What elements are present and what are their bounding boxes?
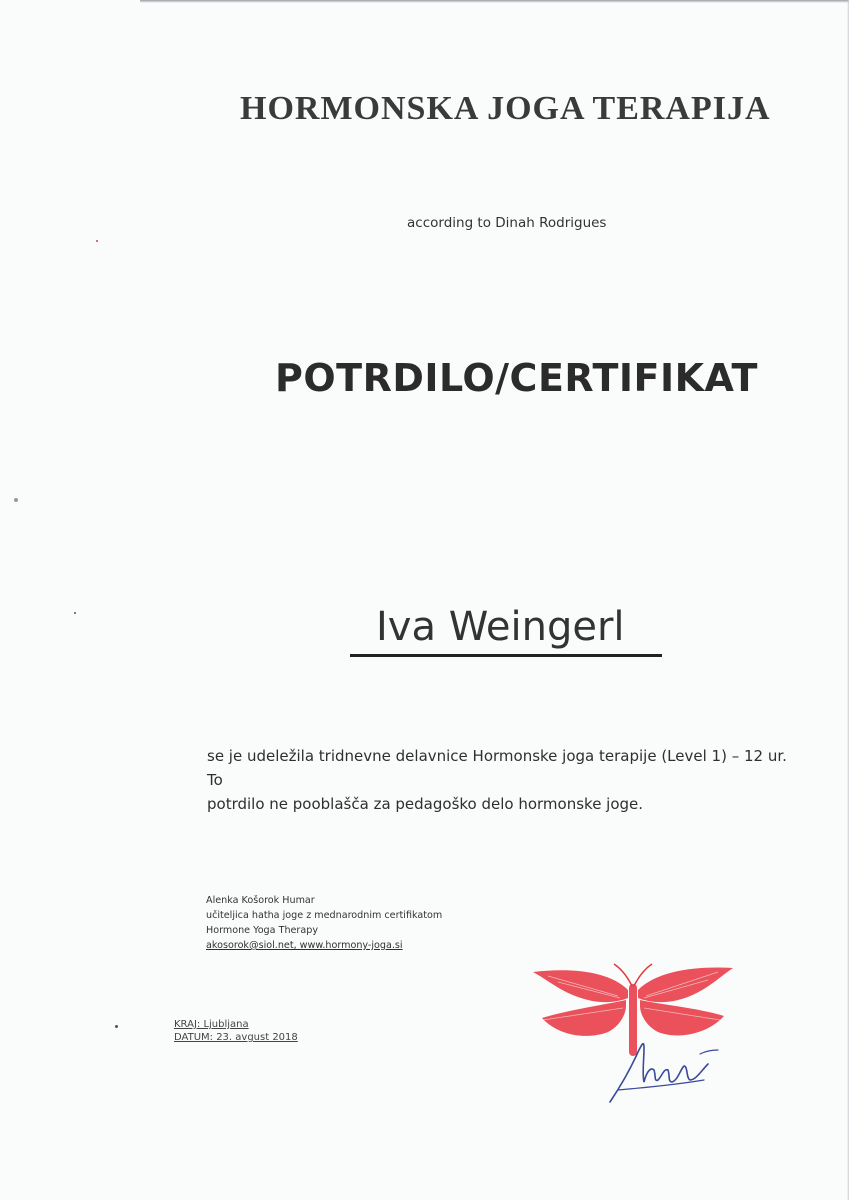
participant-name: Iva Weingerl [376, 604, 625, 650]
issuer-block [206, 893, 442, 953]
body-line-1: se je udeležila tridnevne delavnice Hormonske joga terapije (Level 1) – 12 ur. To [207, 747, 787, 789]
place-label: KRAJ: Ljubljana [174, 1019, 249, 1030]
issuer-program: Hormone Yoga Therapy [206, 925, 319, 936]
name-underline [350, 654, 662, 657]
handwritten-signature-icon [608, 1030, 728, 1108]
scan-speck [115, 1025, 118, 1028]
document-subtitle: according to Dinah Rodrigues [407, 215, 607, 231]
place-date-block [174, 1018, 298, 1044]
date-label: DATUM: 23. avgust 2018 [174, 1032, 298, 1043]
scan-speck [96, 240, 98, 242]
scan-edge-top [140, 0, 849, 3]
certificate-heading: POTRDILO/CERTIFIKAT [275, 356, 758, 400]
issuer-contact: akosorok@siol.net, www.hormony-joga.si [206, 940, 403, 951]
issuer-role: učiteljica hatha joge z mednarodnim certifikatom [206, 910, 443, 921]
issuer-name: Alenka Košorok Humar [206, 895, 315, 906]
document-title: HORMONSKA JOGA TERAPIJA [240, 90, 771, 127]
body-line-2: potrdilo ne pooblašča za pedagoško delo hormonske joge. [207, 795, 644, 813]
scan-speck [74, 612, 76, 614]
scan-speck [14, 498, 18, 502]
certificate-body [207, 744, 807, 816]
